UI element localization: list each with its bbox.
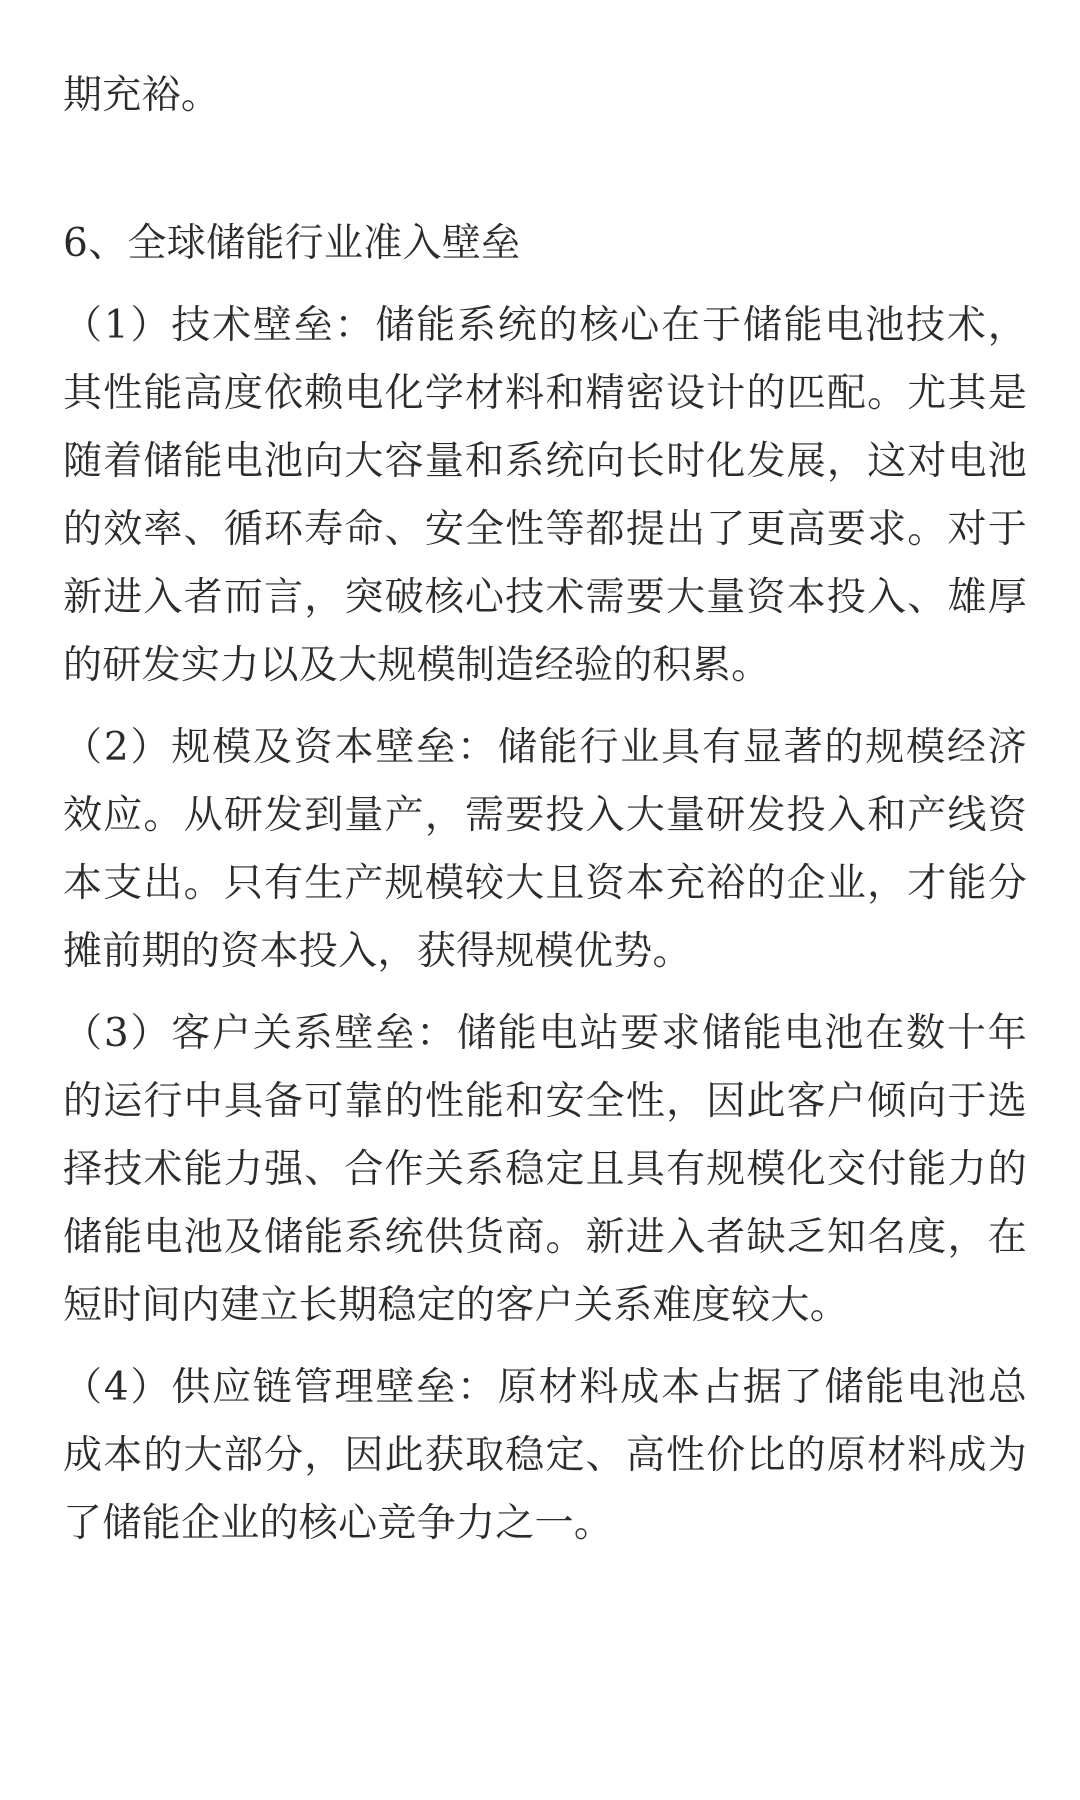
paragraph-technical-barrier: （1）技术壁垒：储能系统的核心在于储能电池技术，其性能高度依赖电化学材料和精密设计的匹配。尤其是随着储能电池向大容量和系统向长时化发展，这对电池的效率、循环寿命、安全性等都提出了更高要求。对于新进入者而言，突破核心技术需要大量资本投入、雄厚的研发实力以及大规模制造经验的积累。 xyxy=(63,303,1027,688)
paragraph-scale-capital-barrier: （2）规模及资本壁垒：储能行业具有显著的规模经济效应。从研发到量产，需要投入大量研发投入和产线资本支出。只有生产规模较大且资本充裕的企业，才能分摊前期的资本投入，获得规模优势。 xyxy=(63,725,1027,974)
paragraph-supply-chain-barrier: （4）供应链管理壁垒：原材料成本占据了储能电池总成本的大部分，因此获取稳定、高性价比的原材料成为了储能企业的核心竞争力之一。 xyxy=(63,1365,1027,1546)
article-body xyxy=(63,62,1027,1572)
paragraph-customer-relationship-barrier: （3）客户关系壁垒：储能电站要求储能电池在数十年的运行中具备可靠的性能和安全性，因此客户倾向于选择技术能力强、合作关系稳定且具有规模化交付能力的储能电池及储能系统供货商。新进入者缺乏知名度，在短时间内建立长期稳定的客户关系难度较大。 xyxy=(63,1011,1027,1328)
lead-paragraph-tail: 期充裕。 xyxy=(63,73,221,118)
section-heading: 6、全球储能行业准入壁垒 xyxy=(63,221,521,266)
